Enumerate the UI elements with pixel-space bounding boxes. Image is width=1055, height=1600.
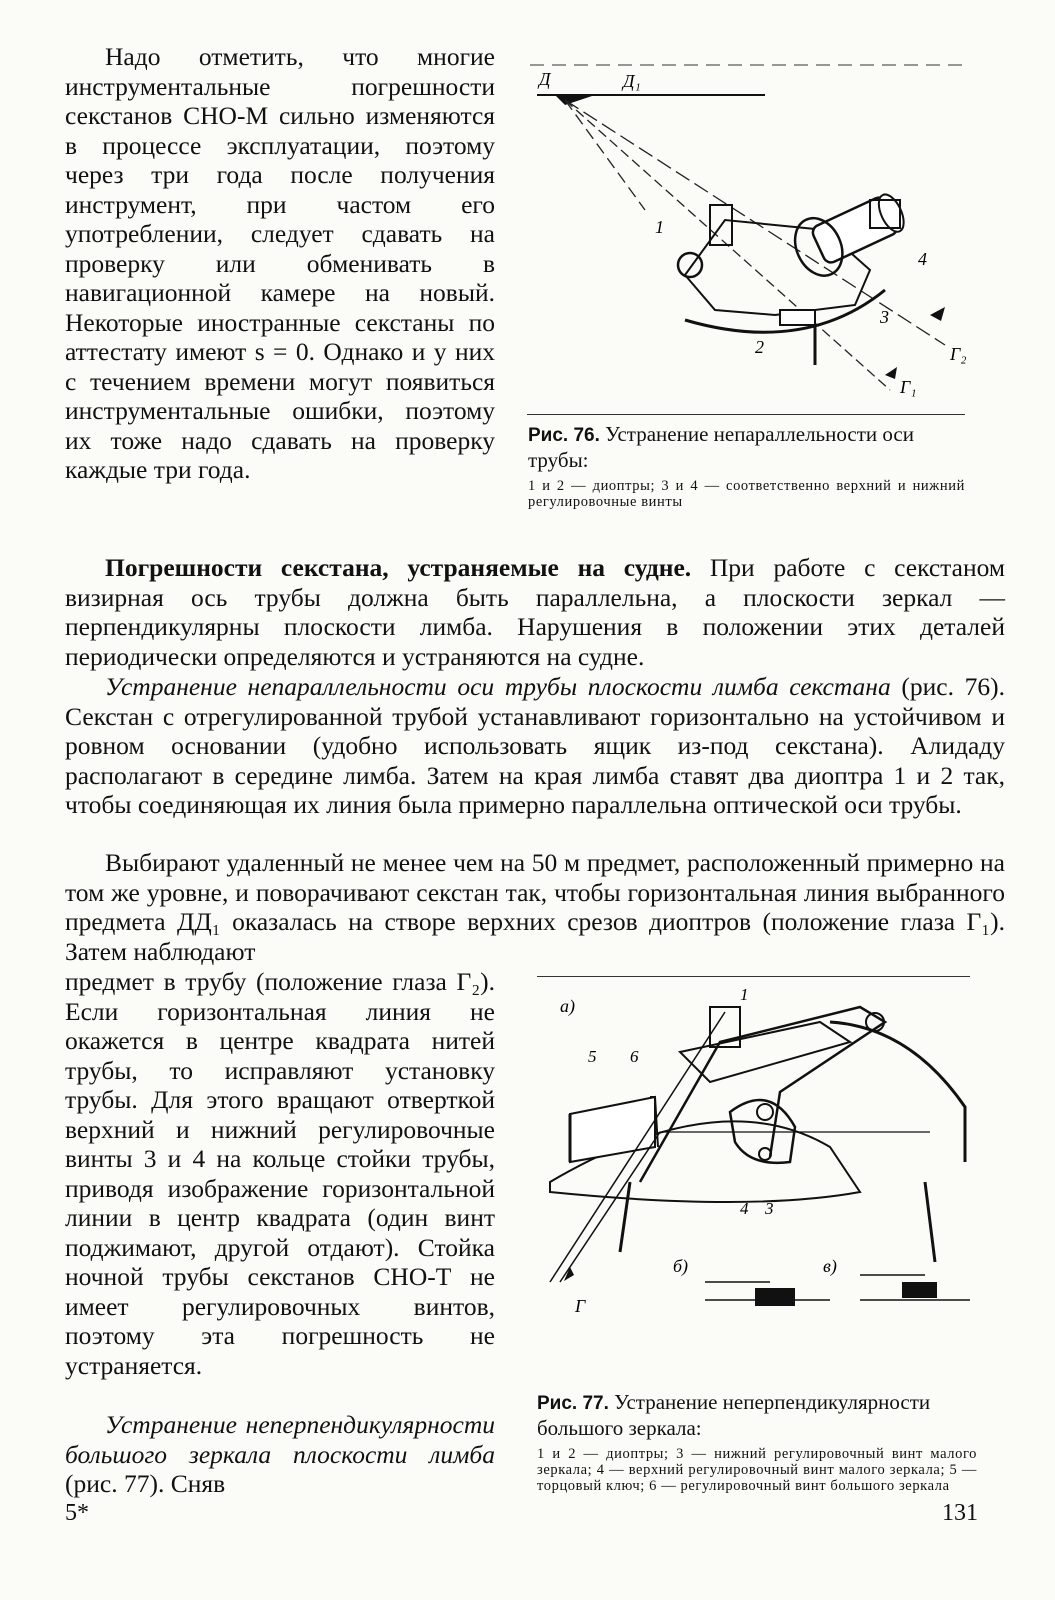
figure-76-label: Рис. 76. (528, 425, 600, 446)
sextant-mirror-diagram (530, 982, 975, 1327)
sextant-telescope-diagram (525, 55, 970, 410)
paragraph-big-mirror (65, 1410, 495, 1499)
figure-76-caption (528, 422, 965, 510)
paragraph-observation: Выбирают удаленный не менее чем на 50 м предмет, расположенный примерно на том же уровне, и поворачивают секстан так, чтобы горизонтальная линия выбранного предмета ДД₁ оказалась на створе верхних срезов диоптров (положение глаза Г₁). Затем наблюдают (65, 848, 1005, 966)
fig76-mark-2: 2 (755, 337, 764, 357)
section-text: При работе с секстаном визирная ось трубы должна быть параллельна, а плоскости зеркал — перпендикулярны плоскости лимба. Нарушения в положении этих деталей периодически определяются и устраняются на судне. (65, 553, 1005, 671)
fig76-mark-g2: Г₂ (950, 344, 967, 364)
fig77-mark-3: 3 (765, 1199, 774, 1218)
figure-77-legend: 1 и 2 — диоптры; 3 — нижний регулировочный винт малого зеркала; 4 — верхний регулировочный винт малого зеркала; 5 — торцовый ключ; 6 — регулировочный винт большого зеркала (537, 1446, 977, 1494)
diopter-inset-b (705, 1282, 830, 1306)
page-number: 131 (942, 1500, 978, 1526)
fig77-mark-g: Г (575, 1296, 586, 1316)
fig77-mark-b: б) (673, 1256, 689, 1276)
figure-77-rule (537, 976, 970, 977)
fig76-mark-d: Д (539, 69, 551, 89)
paragraph-section-errors (65, 553, 1005, 671)
signature-mark: 5* (65, 1500, 89, 1526)
figure-77-drawing (530, 982, 975, 1327)
fig76-mark-g1: Г₁ (900, 377, 917, 397)
figure-76-legend: 1 и 2 — диоптры; 3 и 4 — соответственно верхний и нижний регулировочные винты (528, 478, 965, 510)
telescope-axis-heading: Устранение непараллельности оси трубы плоскости лимба секстана (105, 672, 891, 701)
big-mirror-text: (рис. 77). Сняв (65, 1469, 226, 1498)
figure-77-label: Рис. 77. (537, 1393, 609, 1414)
figure-77-caption (537, 1390, 977, 1494)
fig77-mark-4: 4 (740, 1199, 749, 1218)
fig76-mark-4: 4 (918, 249, 927, 269)
paragraph-observation-continued: предмет в трубу (положение глаза Г₂). Если горизонтальная линия не окажется в центре квадрата нитей трубы, то исправляют установку трубы. Для этого вращают отверткой верхний и нижний регулировочные винты 3 и 4 на кольце стойки трубы, приводя изображение горизонтальной линии в центр квадрата (один винт поджимают, другой отдают). Стойка ночной трубы секстанов СНО-Т не имеет регулировочных винтов, поэтому эта погрешность не устраняется. (65, 967, 495, 1380)
fig77-mark-1: 1 (740, 985, 749, 1004)
paragraph-instrument-errors: Надо отметить, что многие инструментальные погрешности секстанов СНО-М сильно изменяются в процессе эксплуатации, поэтому через три года после получения инструмент, при частом его употреблении, следует сдавать на проверку или обменивать в навигационной камере на новый. Некоторые иностранные секстаны по аттестату имеют s = 0. Однако и у них с течением времени могут появиться инструментальные ошибки, поэтому их тоже надо сдавать на проверку каждые три года. (65, 42, 495, 484)
section-heading: Погрешности секстана, устраняемые на судне. (105, 553, 692, 582)
diopter-inset-v (860, 1275, 970, 1300)
figure-76-rule (527, 414, 965, 415)
fig77-mark-6: 6 (630, 1047, 639, 1066)
telescope-axis-text: (рис. 76). Секстан с отрегулированной трубой устанавливают горизонтально на устойчивом и ровном основании (удобно использовать ящик из-под секстана). Алидаду располагают в середине лимба. Затем на края лимба ставят два диоптра 1 и 2 так, чтобы соединяющая их линия была примерно параллельна оптической оси трубы. (65, 672, 1005, 819)
fig77-mark-a: а) (560, 996, 575, 1016)
fig76-mark-3: 3 (880, 307, 889, 327)
figure-76-drawing (525, 55, 970, 410)
paragraph-telescope-axis (65, 672, 1005, 820)
fig76-mark-1: 1 (655, 217, 664, 237)
fig76-mark-d1: Д₁ (623, 71, 641, 91)
fig77-mark-5: 5 (588, 1047, 597, 1066)
fig77-mark-v: в) (823, 1256, 837, 1276)
big-mirror-heading: Устранение неперпендикулярности большого зеркала плоскости лимба (65, 1410, 495, 1469)
figure-76-title: Устранение непараллельности оси трубы: (528, 422, 914, 472)
figure-77-title: Устранение неперпендикулярности большого зеркала: (537, 1390, 931, 1440)
